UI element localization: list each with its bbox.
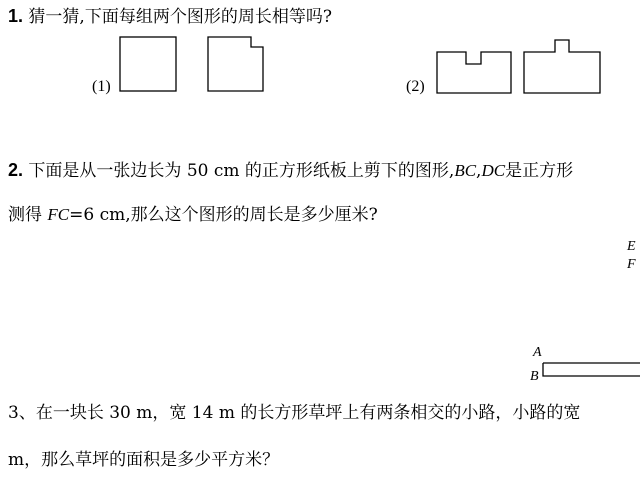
q2-line2-a: 测得 bbox=[8, 205, 48, 225]
q1-label-2: (2) bbox=[406, 78, 425, 95]
q2-text-a: 下面是从一张边长为 50 cm 的正方形纸板上剪下的图形, bbox=[28, 161, 455, 181]
q2-segment-fc: FC bbox=[47, 205, 70, 224]
point-b-label: B bbox=[530, 369, 539, 384]
point-e-label: E bbox=[627, 239, 636, 254]
q1-fig1-notched-square bbox=[208, 37, 263, 91]
q3-line-2: m，那么草坪的面积是多少平方米？ bbox=[8, 450, 280, 470]
q2-text-b: 是正方形 bbox=[505, 161, 574, 181]
q3-line-1: 3、在一块长 30 m，宽 14 m 的长方形草坪上有两条相交的小路，小路的宽 bbox=[8, 403, 581, 423]
q1-fig2-rect-bump bbox=[524, 40, 600, 93]
q2-segment-bc: BC bbox=[454, 161, 477, 180]
q2-line2-b: =6 cm,那么这个图形的周长是多少厘米? bbox=[69, 205, 378, 225]
q2-figure bbox=[543, 363, 640, 376]
q1-fig2-rect-notch bbox=[437, 52, 511, 93]
q1-text: 猜一猜,下面每组两个图形的周长相等吗? bbox=[28, 7, 332, 27]
point-a-label: A bbox=[533, 345, 542, 360]
point-f-label: F bbox=[627, 257, 636, 272]
q2-number: 2. bbox=[8, 160, 24, 180]
q1-fig1-square bbox=[120, 37, 176, 91]
q2-line-2 bbox=[8, 205, 378, 225]
q1-number: 1. bbox=[8, 6, 24, 26]
q2-segment-dc: DC bbox=[481, 161, 506, 180]
q1-label-1: (1) bbox=[92, 78, 111, 95]
q2-line-1 bbox=[8, 160, 573, 181]
q2-comma: , bbox=[476, 161, 482, 181]
